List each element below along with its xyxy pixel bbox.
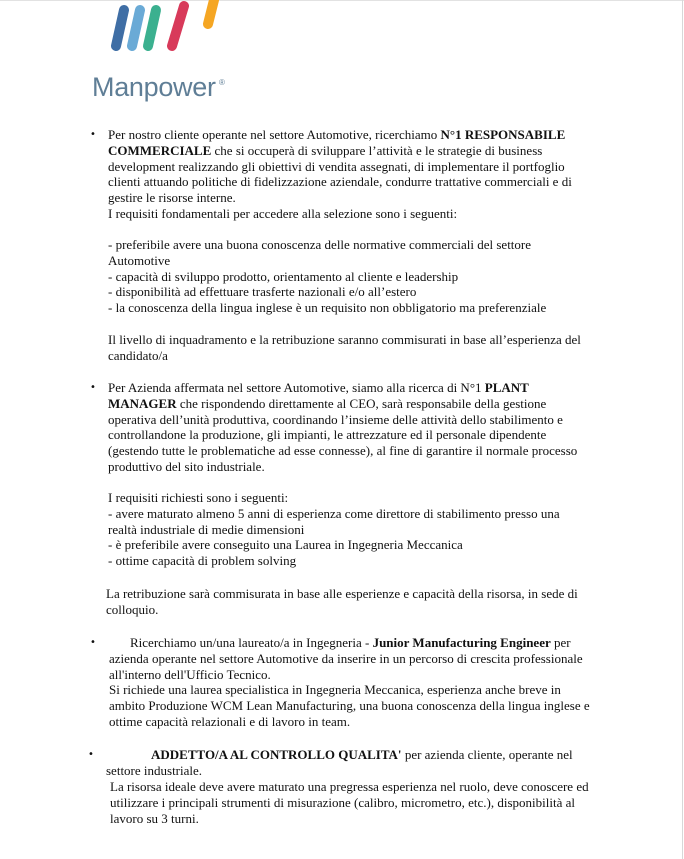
job-description [106,747,573,779]
job-description [109,635,590,730]
requirement-item: - disponibilità ad effettuare trasferte nazionali e/o all’estero [108,284,417,300]
requirement-item: I requisiti richiesti sono i seguenti: [108,490,289,505]
text-line: La retribuzione sarà commisurata in base alle esperienze e capacità della risorsa, in sede di [106,586,578,601]
logo-stripe-2 [132,10,140,46]
requirement-item: Automotive [108,252,171,268]
logo-wordmark: Manpower [92,72,216,102]
manpower-stripes-icon [100,0,230,58]
requirements-list [108,490,560,569]
bullet: • [90,382,96,393]
logo-registered-mark: ® [219,78,225,87]
text-line [109,635,590,651]
requirement-item: - ottime capacità di problem solving [108,553,297,569]
text-run: per azienda cliente, operante nel [401,747,573,762]
job-title-bold: COMMERCIALE [108,142,212,158]
text-line: operativa dell’unità produttiva, coordinando l’insieme delle attività dello stabilimento e [108,411,563,427]
requirements-list [108,237,546,316]
text-line: (gestendo tutte le problematiche ad esse connesse), al fine di garantire il normale processo [108,443,578,459]
requirement-item: La risorsa ideale deve avere maturato una pregressa esperienza nel ruolo, deve conoscere ed [110,779,589,794]
logo-stripe-1 [116,10,124,46]
text-run: che si occuperà di sviluppare l’attività e le strategie di business [211,142,543,158]
text-line: all'interno dell'Ufficio Tecnico. [109,666,271,682]
bullet: • [88,749,94,760]
text-line: Si richiede una laurea specialistica in Ingegneria Meccanica, esperienza anche breve in [109,682,561,698]
text-run: Ricerchiamo un/una laureato/a in Ingegneria - [130,635,373,650]
text-line [108,396,577,412]
requirement-item: - capacità di sviluppo prodotto, orientamento al cliente e leadership [108,268,459,284]
bullet: • [90,637,96,648]
text-line [108,127,572,143]
job-title-bold: Junior Manufacturing Engineer [372,635,551,650]
text-run: Per nostro cliente operante nel settore Automotive, ricerchiamo [108,127,441,142]
requirement-item: lavoro su 3 turni. [110,810,199,826]
closing-note [108,332,581,364]
text-line: produttivo del sito industriale. [108,458,265,474]
logo-stripe-3 [148,10,156,46]
closing-note [106,586,578,618]
text-run: per [550,635,571,650]
text-line: clienti attuando politiche di fidelizzazione aziendale, condurre trattative commerciali e di [108,174,572,190]
text-run: Per Azienda affermata nel settore Automotive, siamo alla ricerca di N°1 [108,380,485,395]
text-line: colloquio. [106,601,159,617]
requirements-list [110,779,589,826]
text-line: I requisiti fondamentali per accedere alla selezione sono i seguenti: [108,205,458,221]
job-description [108,380,577,475]
logo-stripe-5 [208,0,214,24]
bullet: • [90,129,96,140]
text-line: development realizzando gli obiettivi di vendita assegnati, di implementare il portfoglio [108,158,565,174]
text-line [108,380,577,396]
requirement-item: - è preferibile avere conseguito una Laurea in Ingegneria Meccanica [108,537,463,553]
logo-stripe-4 [172,6,184,46]
text-line: azienda operante nel settore Automotive da inserire in un percorso di crescita professionale [109,650,583,666]
text-line: controllandone la produzione, gli impianti, le attrezzature ed il personale dipendente [108,427,547,443]
text-line [108,143,572,159]
text-line: settore industriale. [106,762,203,778]
text-line: Il livello di inquadramento e la retribuzione saranno commisurati in base all’esperienza del [108,332,581,347]
job-title-bold: PLANT [484,380,529,395]
job-title-bold: N°1 RESPONSABILE [440,127,566,142]
job-description [108,127,572,222]
text-run: che rispondendo direttamente al CEO, sarà responsabile della gestione [176,395,547,411]
text-line: ambito Produzione WCM Lean Manufacturing, una buona conoscenza della lingua inglese e [109,698,590,714]
text-line: gestire le risorse interne. [108,190,236,206]
job-title-bold: MANAGER [108,395,177,411]
requirement-item: realtà industriale di medie dimensioni [108,521,305,537]
requirement-item: utilizzare i principali strumenti di misurazione (calibro, micrometro, etc.), disponibilità al [110,794,575,810]
text-line [106,747,573,763]
text-line: ottime capacità relazionali e di lavoro in team. [109,713,351,729]
requirement-item: - avere maturato almeno 5 anni di esperienza come direttore di stabilimento presso una [108,505,560,521]
page-right-edge [682,0,683,859]
requirement-item: - la conoscenza della lingua inglese è un requisito non obbligatorio ma preferenziale [108,300,547,316]
text-line: candidato/a [108,347,168,363]
job-title-bold: ADDETTO/A AL CONTROLLO QUALITA' [151,747,402,762]
manpower-logo [92,0,242,106]
requirement-item: - preferibile avere una buona conoscenza delle normative commerciali del settore [108,237,532,252]
